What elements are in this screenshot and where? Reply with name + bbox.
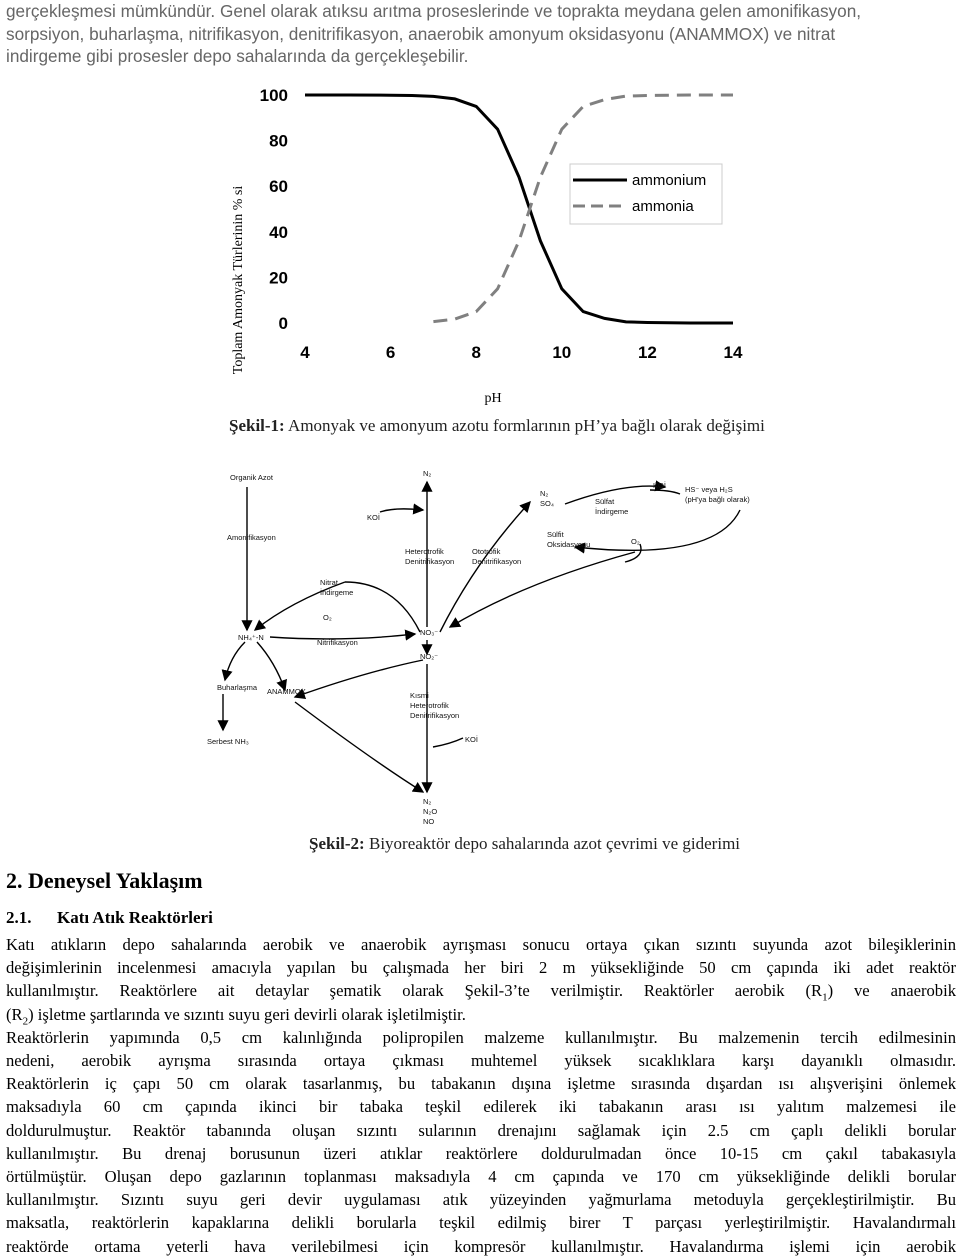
node-n2-so4: N₂ (540, 489, 549, 498)
figure1-chart (225, 80, 785, 410)
x-tick-label: 8 (471, 343, 481, 362)
node-oto-den: Ototrofik (472, 547, 501, 556)
node-kismi-den: Heterotrofik (410, 701, 449, 710)
node-output-no: NO (423, 817, 435, 826)
body-line: Katı atıkların depo sahalarında aerobik ve anaerobik ayrışması sonucu ortaya çıkan sızıntı suyunda azot bileşiklerinin (6, 935, 956, 954)
node-n2-so4: SO₄ (540, 499, 554, 508)
node-hs: (pH'ya bağlı olarak) (685, 495, 750, 504)
y-tick-label: 100 (259, 86, 288, 105)
body-line: kullanılmıştır. Sızıntı suyu geri devir uygulaması atık yüzeyinden yağmurlama metoduyla gerçekleştirilmiştir. Bu (6, 1190, 956, 1210)
body-line: örtülmüştür. Oluşan depo gazlarının toplanması maksadıyla 4 cm çapında ve 170 cm yüksekliğinde delikli borular (6, 1167, 956, 1187)
node-sulfit-oksidasyonu: Oksidasyonu (547, 540, 591, 549)
body-line: kullanılmıştır. Reaktörlere ait detaylar şematik olarak Şekil-3’te verilmiştir. Reaktörler aerobik $(R_1)$ ve anaerobik (6, 981, 956, 1004)
node-no2: NO₂⁻ (420, 652, 439, 661)
section-number: 2. (6, 868, 23, 893)
y-tick-label: 60 (269, 177, 288, 197)
node-oto-den: Denitrifikasyon (472, 557, 522, 566)
node-o2: O₂ (631, 537, 640, 546)
node-amonifikasyon: Amonifikasyon (227, 533, 276, 542)
node-koi: KOİ (367, 513, 380, 522)
x-tick-label: 14 (723, 343, 743, 362)
legend (570, 164, 722, 224)
figure1-caption-text: Amonyak ve amonyum azotu formlarının pH’ya bağlı olarak değişimi (284, 416, 765, 435)
figure2-caption (309, 834, 740, 854)
subsection-title: Katı Atık Reaktörleri (57, 908, 213, 927)
node-sulfit-oksidasyonu: Sülfit (547, 530, 564, 539)
x-axis-label: pH (484, 391, 502, 406)
intro-line: indirgeme gibi prosesler depo sahalarında da gerçekleşebilir. (6, 46, 469, 66)
section-heading (6, 868, 203, 894)
node-nitrat-indirgeme: Nitrat (320, 578, 338, 587)
node-kismi-den: Kısmi (410, 691, 429, 700)
node-nitrat-indirgeme: İndirgeme (320, 588, 354, 597)
node-hetero-den: Heterotrofik (405, 547, 444, 556)
node-output-n2o: N₂O (423, 807, 438, 816)
body-text (6, 933, 956, 1258)
node-koi: KOİ (653, 481, 666, 490)
y-tick-label: 80 (269, 131, 288, 151)
node-hetero-den: Denitrifikasyon (405, 557, 455, 566)
x-tick-label: 12 (637, 343, 657, 362)
body-line: kullanılmıştır. Bu drenaj borusunun üzeri atıklar reaktörlere doldurulmadan önce 10-15 cm çakıl tabakasıyla (6, 1143, 956, 1163)
y-tick-label: 40 (269, 222, 288, 242)
node-hs: HS⁻ veya H₂S (685, 485, 733, 494)
body-line: değişimlerinin incelenmesi amacıyla yapılan bu çalışmada her biri 2 m yüksekliğinde 50 cm çapında iki adet reaktör (6, 958, 956, 978)
node-output-n2: N₂ (423, 797, 432, 806)
body-line: maksatla, reaktörlerin kapaklarına delikli borularla teşkil edilmiş birer T parçası yerleştirilmiştir. Havalandırmalı (6, 1213, 956, 1233)
node-nh4: NH₄⁺-N (238, 633, 264, 642)
figure1-caption (229, 416, 765, 436)
body-line: maksadıyla 60 cm çapında ikinci bir tabaka teşkil edilerek iki tabakanın arası ısı yalıtım malzemesi ile (6, 1097, 956, 1117)
legend-label-ammonia: ammonia (632, 198, 694, 215)
legend-label-ammonium: ammonium (632, 172, 707, 189)
x-tick-label: 6 (385, 343, 396, 362)
x-tick-label: 4 (300, 343, 310, 362)
figure2-caption-text: Biyoreaktör depo sahalarında azot çevrimi ve giderimi (364, 834, 741, 853)
node-no3: NO₃⁻ (420, 628, 439, 637)
body-line: Reaktörlerin iç çapı 50 cm olarak tasarlanmış, bu tabakanın dışına işletme sırasında dışardan ısı alışverişini önlemek (6, 1074, 956, 1094)
figure2-caption-label: Şekil-2: (309, 834, 365, 853)
body-line: Reaktörlerin yapımında 0,5 cm kalınlığında polipropilen malzeme kullanılmıştır. Bu malzemenin tercih edilmesinin (6, 1027, 956, 1047)
node-nitrifikasyon: Nitrifikasyon (317, 638, 358, 647)
node-serbest-nh3: Serbest NH₃ (207, 737, 249, 746)
diagram-labels (207, 469, 750, 826)
diagram-arrows (223, 482, 740, 792)
node-o2: O₂ (323, 613, 332, 622)
y-tick-label: 20 (269, 268, 288, 288)
node-anammox: ANAMMOX (267, 687, 306, 696)
intro-paragraph (6, 0, 956, 68)
figure1-caption-label: Şekil-1: (229, 416, 285, 435)
node-koi: KOİ (465, 735, 478, 744)
body-line: $(R_2)$ işletme şartlarında ve sızıntı suyu geri devirli olarak işletilmiştir. (6, 1004, 466, 1027)
subsection-number: 2.1. (6, 908, 32, 927)
subsection-heading (6, 908, 213, 928)
intro-line: gerçekleşmesi mümkündür. Genel olarak atıksu arıtma proseslerinde ve toprakta meydana gelen amonifikasyon, (6, 1, 862, 21)
section-title: Deneysel Yaklaşım (28, 868, 203, 893)
node-n2-top: N₂ (423, 469, 432, 478)
body-line: nedeni, aerobik ayrışma sırasında ortaya çıkması muhtemel yüksek sıcaklıklara karşı dayanıklı olmasıdır. (6, 1051, 956, 1071)
node-kismi-den: Denitrifikasyon (410, 711, 460, 720)
node-buharlasma: Buharlaşma (217, 683, 258, 692)
node-sulfat-indirgeme: Sülfat (595, 497, 615, 506)
figure2-nitrogen-cycle-diagram (195, 462, 795, 832)
node-sulfat-indirgeme: İndirgeme (595, 507, 629, 516)
y-tick-label: 0 (278, 314, 288, 333)
intro-line: sorpsiyon, buharlaşma, nitrifikasyon, denitrifikasyon, anaerobik amonyum oksidasyonu (ANAMMOX) ve nitrat (6, 23, 836, 44)
x-tick-label: 10 (552, 343, 572, 362)
body-line: doldurulmuştur. Reaktör tabanında oluşan sızıntı sularının drenajını sağlamak için 2.5 cm çaplı delikli borular (6, 1120, 956, 1140)
y-axis-label: Toplam Amonyak Türlerinin % si (231, 185, 246, 375)
node-organik-azot: Organik Azot (230, 473, 273, 482)
body-line: reaktörde ortama yeterli hava verilebilmesi için kompresör kullanılmıştır. Havalandırma işlemi için aerobik (6, 1236, 956, 1256)
